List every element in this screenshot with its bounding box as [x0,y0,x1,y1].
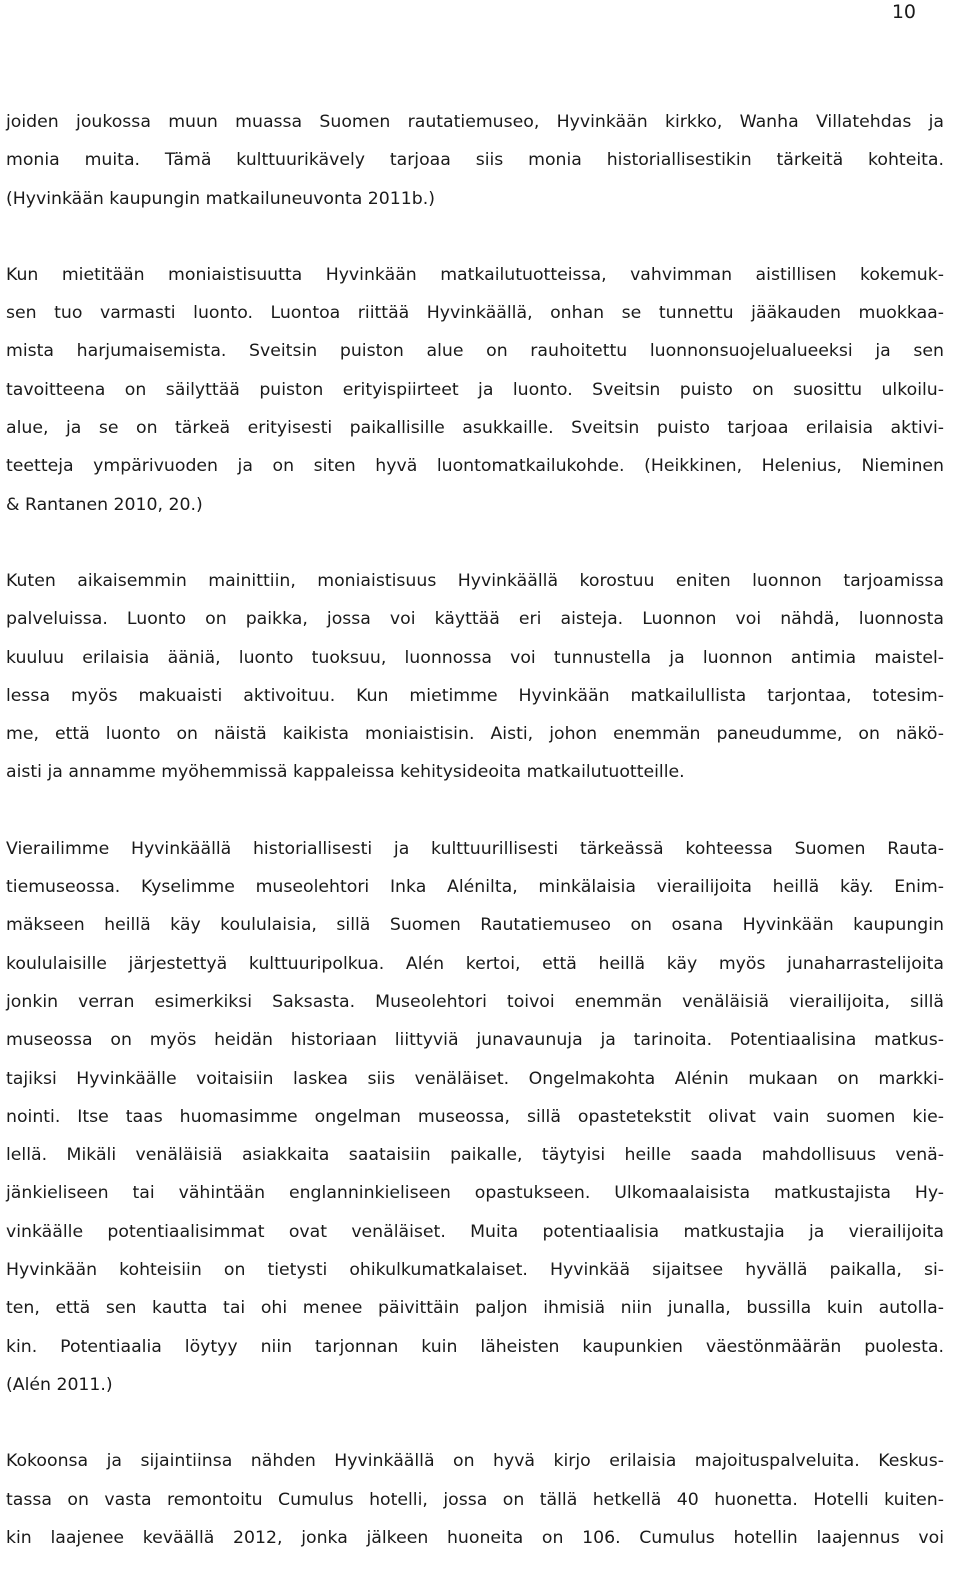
text-line: tassa on vasta remontoitu Cumulus hotelli, jossa on tällä hetkellä 40 huonetta. Hotelli kuiten- [6,1489,944,1510]
text-line: palveluissa. Luonto on paikka, jossa voi käyttää eri aisteja. Luonnon voi nähdä, luonnosta [6,609,944,630]
text-line: nointi. Itse taas huomasimme ongelman museossa, sillä opastetekstit olivat vain suomen kie- [6,1106,944,1127]
text-line: lessa myös makuaisti aktivoituu. Kun mietimme Hyvinkään matkailullista tarjontaa, totesim- [6,685,944,706]
text-line: museossa on myös heidän historiaan liittyviä junavaunuja ja tarinoita. Potentiaalisina matkus- [6,1030,944,1051]
text-line: mäkseen heillä käy koululaisia, sillä Suomen Rautatiemuseo on osana Hyvinkään kaupungin [6,915,944,936]
text-line: Kuten aikaisemmin mainittiin, moniaistisuus Hyvinkäällä korostuu eniten luonnon tarjoamissa [6,570,944,591]
text-line: lellä. Mikäli venäläisiä asiakkaita saataisiin paikalle, täytyisi heille saada mahdollisuus venä- [6,1145,944,1166]
text-line: teetteja ympärivuoden ja on siten hyvä luontomatkailukohde. (Heikkinen, Helenius, Nieminen [6,456,944,477]
paragraph [6,103,944,218]
text-line: Kun mietitään moniaistisuutta Hyvinkään matkailutuotteissa, vahvimman aistillisen kokemuk- [6,264,944,285]
page-number: 10 [891,1,916,23]
text-line: joiden joukossa muun muassa Suomen rautatiemuseo, Hyvinkään kirkko, Wanha Villatehdas ja [6,112,944,132]
text-line: jonkin verran esimerkiksi Saksasta. Museolehtori toivoi enemmän venäläisiä vierailijoita, sillä [6,991,944,1012]
text-line: kuuluu erilaisia ääniä, luonto tuoksuu, luonnossa voi tunnustella ja luonnon antimia maistel- [6,647,944,668]
text-line: Kokoonsa ja sijaintiinsa nähden Hyvinkäällä on hyvä kirjo erilaisia majoituspalveluita. Keskus- [6,1451,944,1472]
paragraph [6,562,944,792]
text-line: koululaisille järjestettyä kulttuuripolkua. Alén kertoi, että heillä käy myös junaharrastelijoita [6,953,944,974]
text-line: & Rantanen 2010, 20.) [6,494,203,515]
text-line: tiemuseossa. Kyselimme museolehtori Inka Alénilta, minkälaisia vierailijoita heillä käy. Enim- [6,877,944,898]
paragraph [6,256,944,524]
text-line: kin. Potentiaalia löytyy niin tarjonnan kuin läheisten kaupunkien väestönmäärän puolesta. [6,1336,944,1357]
text-line: jänkieliseen tai vähintään englanninkieliseen opastukseen. Ulkomaalaisista matkustajista Hy- [6,1183,944,1204]
document-body [6,103,944,1595]
text-line: tavoitteena on säilyttää puiston erityispiirteet ja luonto. Sveitsin puisto on suosittu ulkoilu- [6,379,944,400]
text-line: Vierailimme Hyvinkäällä historiallisesti ja kulttuurillisesti tärkeässä kohteessa Suomen Rauta- [6,838,944,859]
text-line: kin laajenee keväällä 2012, jonka jälkeen huoneita on 106. Cumulus hotellin laajennus voi [6,1527,944,1548]
paragraph [6,1442,944,1557]
text-line: tajiksi Hyvinkäälle voitaisiin laskea siis venäläiset. Ongelmakohta Alénin mukaan on markki- [6,1068,944,1089]
text-line: (Alén 2011.) [6,1374,113,1395]
text-line: ten, että sen kautta tai ohi menee päivittäin paljon ihmisiä niin junalla, bussilla kuin autolla- [6,1298,944,1319]
text-line: alue, ja se on tärkeä erityisesti paikallisille asukkaille. Sveitsin puisto tarjoaa erilaisia aktivi- [6,418,944,439]
text-line: sen tuo varmasti luonto. Luontoa riittää Hyvinkäällä, onhan se tunnettu jääkauden muokkaa- [6,303,944,324]
text-line: (Hyvinkään kaupungin matkailuneuvonta 2011b.) [6,188,435,209]
text-line: Hyvinkään kohteisiin on tietysti ohikulkumatkalaiset. Hyvinkää sijaitsee hyvällä paikalla, si- [6,1260,944,1281]
paragraph [6,830,944,1404]
text-line: aisti ja annamme myöhemmissä kappaleissa kehitysideoita matkailutuotteille. [6,762,685,783]
text-line: mista harjumaisemista. Sveitsin puiston alue on rauhoitettu luonnonsuojelualueeksi ja sen [6,341,944,362]
text-line: monia muita. Tämä kulttuurikävely tarjoaa siis monia historiallisestikin tärkeitä kohteita. [6,150,944,171]
text-line: me, että luonto on näistä kaikista moniaistisin. Aisti, johon enemmän paneudumme, on näkö- [6,724,944,745]
text-line: vinkäälle potentiaalisimmat ovat venäläiset. Muita potentiaalisia matkustajia ja vierailijoita [6,1221,944,1242]
